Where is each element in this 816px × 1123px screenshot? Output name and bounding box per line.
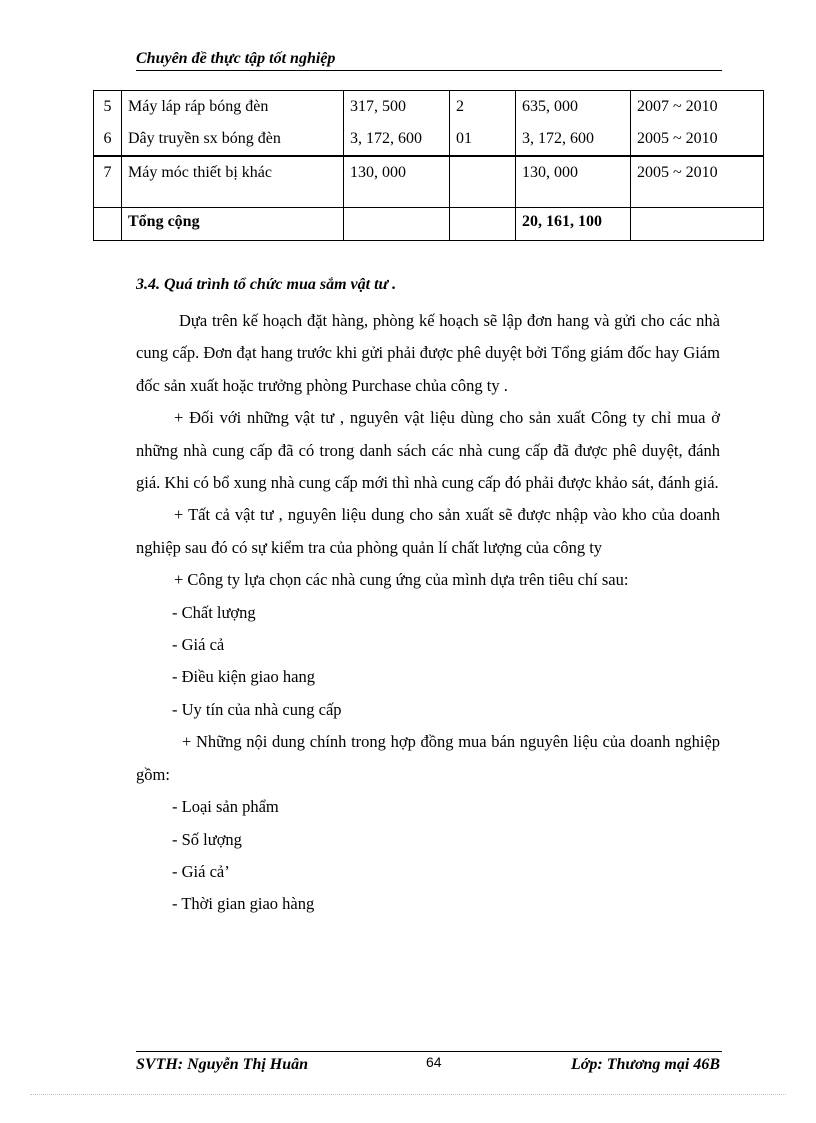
page-number: 64	[426, 1054, 442, 1070]
total-value: 20, 161, 100	[522, 213, 602, 230]
cell-line: 2005 ~ 2010	[637, 164, 718, 181]
cell-line: 635, 000	[522, 98, 578, 115]
header-rule	[136, 70, 722, 71]
cell-line: 01	[456, 130, 472, 147]
paragraph: + Đối với những vật tư , nguyên vật liệu dùng cho sản xuất Công ty chỉ mua ở những nhà cung cấp đã có trong danh sách các nhà cung cấp đã được phê duyệt, đánh giá. Khi có bổ xung nhà cung cấp mới thì nhà cung cấp đó phải được khảo sát, đánh giá.	[136, 408, 720, 493]
page-bottom-divider	[30, 1094, 786, 1095]
table-cell-qty	[450, 208, 516, 241]
paragraph: + Tất cả vật tư , nguyên liệu dung cho sản xuất sẽ được nhập vào kho của doanh nghiệp sau đó có sự kiểm tra của phòng quản lí chất lượng của công ty	[136, 505, 720, 557]
paragraph: + Những nội dung chính trong hợp đồng mua bán nguyên liệu của doanh nghiệp gồm:	[136, 732, 720, 784]
table-cell-no	[94, 91, 122, 157]
cell-line: 2	[456, 98, 464, 115]
total-label: Tổng cộng	[128, 213, 200, 230]
cell-line	[350, 208, 443, 236]
table-cell-total	[516, 208, 631, 241]
list-item: - Điều kiện giao hang	[172, 667, 315, 687]
paragraph: Dựa trên kế hoạch đặt hàng, phòng kế hoạch sẽ lập đơn hang và gửi cho các nhà cung cấp. Đơn đạt hang trước khi gửi phải được phê duyệt bởi Tổng giám đốc hay Giám đốc sản xuất hoặc trưởng phòng Purchase chủa công ty .	[136, 311, 720, 395]
table-row	[94, 91, 764, 157]
table-cell-qty	[450, 156, 516, 208]
cell-line: 2007 ~ 2010	[637, 98, 718, 115]
cell-line	[456, 159, 509, 187]
cell-line	[94, 208, 121, 236]
cell-line	[637, 208, 757, 236]
table-cell-price	[344, 208, 450, 241]
list-item: - Thời gian giao hàng	[172, 894, 315, 914]
table-cell-total	[516, 91, 631, 157]
list-item: - Loại sản phẩm	[172, 797, 279, 817]
list-item: - Số lượng	[172, 829, 242, 849]
cell-line: 2005 ~ 2010	[637, 130, 718, 147]
cell-line: 5	[103, 98, 112, 115]
footer-rule	[136, 1051, 722, 1052]
cell-line: Máy móc thiết bị khác	[128, 164, 272, 181]
cell-line: 317, 500	[350, 98, 406, 115]
section-heading: 3.4. Quá trình tổ chức mua sắm vật tư .	[136, 276, 397, 293]
table-cell-period	[631, 208, 764, 241]
list-item: - Uy tín của nhà cung cấp	[172, 699, 342, 719]
cell-line	[456, 208, 509, 236]
table-cell-no	[94, 208, 122, 241]
cell-line: Máy láp ráp bóng đèn	[128, 98, 269, 115]
table-cell-period	[631, 156, 764, 208]
table-cell-name	[122, 208, 344, 241]
footer-class-name: Lớp: Thương mại 46B	[571, 1056, 720, 1073]
cell-line: 130, 000	[350, 164, 406, 181]
paragraph: + Công ty lựa chọn các nhà cung ứng của mình dựa trên tiêu chí sau:	[174, 570, 629, 590]
cell-line: 6	[103, 130, 112, 147]
asset-table	[93, 90, 764, 241]
section-content	[136, 305, 720, 921]
cell-line: Dây truyền sx bóng đèn	[128, 130, 281, 147]
cell-line: 3, 172, 600	[350, 130, 422, 147]
table-cell-total	[516, 156, 631, 208]
table-cell-period	[631, 91, 764, 157]
cell-line: 7	[103, 164, 112, 181]
list-item: - Giá cả	[172, 635, 225, 655]
table-cell-price	[344, 156, 450, 208]
list-item: - Giá cả’	[172, 861, 230, 881]
footer-student-name: SVTH: Nguyễn Thị Huân	[136, 1056, 309, 1073]
table-cell-qty	[450, 91, 516, 157]
cell-line: 3, 172, 600	[522, 130, 594, 147]
document-header-title: Chuyên đề thực tập tốt nghiệp	[136, 50, 336, 67]
table-row-total	[94, 208, 764, 241]
table-cell-no	[94, 156, 122, 208]
table-cell-price	[344, 91, 450, 157]
cell-line: 130, 000	[522, 164, 578, 181]
list-item: - Chất lượng	[172, 602, 256, 622]
table-cell-name	[122, 91, 344, 157]
table-row	[94, 156, 764, 208]
table-cell-name	[122, 156, 344, 208]
